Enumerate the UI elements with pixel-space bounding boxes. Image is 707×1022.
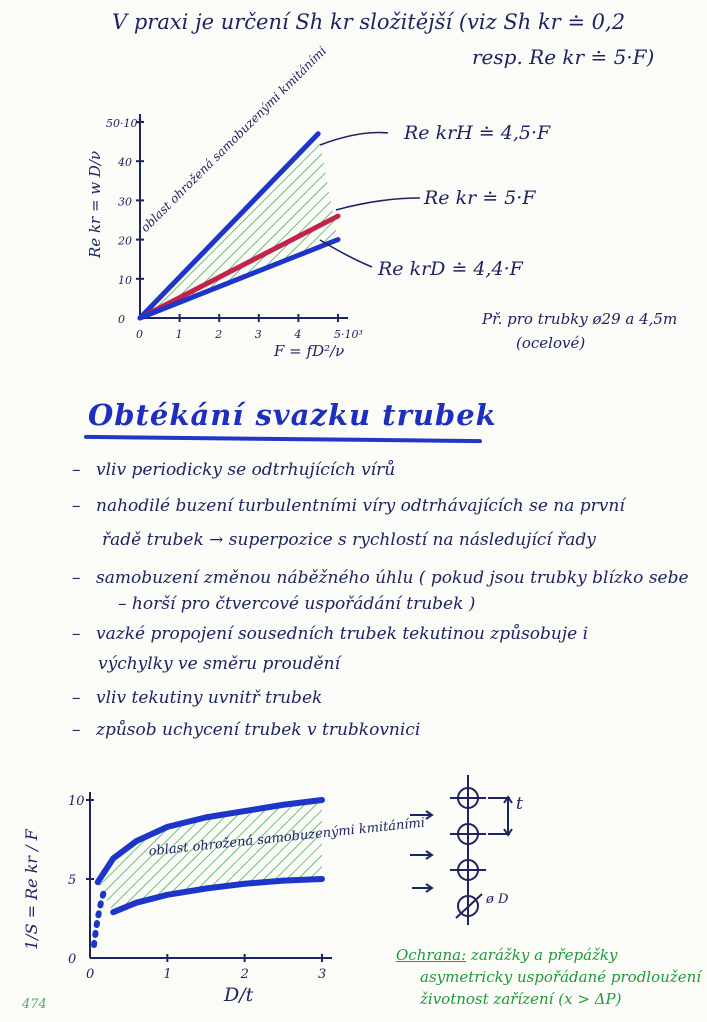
bullet-item: – vliv tekutiny uvnitř trubek	[72, 688, 323, 708]
bullet-item: – samobuzení změnou náběžného úhlu ( pokud jsou trubky blízko sebe	[72, 568, 689, 588]
header-note-line2: resp. Re kr ≐ 5·F)	[472, 45, 655, 69]
chart1-label-lower: Re krD ≐ 4,4·F	[378, 258, 523, 280]
protection-line3: životnost zařízení (x > ΔP)	[420, 990, 622, 1008]
chart2-x-label: D/t	[224, 984, 254, 1006]
y-tick-label: 40	[118, 156, 132, 170]
x-tick-label: 4	[294, 328, 302, 341]
leader-middle	[336, 198, 420, 210]
page-number: 474	[22, 997, 47, 1012]
y-tick-label: 20	[118, 234, 132, 248]
chart1-x-label: F = fD²/ν	[274, 342, 345, 360]
y-tick-label: 5	[68, 873, 77, 888]
x-tick-label: 2	[215, 328, 223, 341]
x-tick-label: 5·10³	[334, 328, 363, 341]
y-tick-label: 30	[118, 195, 132, 209]
chart1-example-note-material: (ocelové)	[516, 334, 586, 352]
x-tick-label: 3	[318, 967, 327, 982]
bullet-continuation: – horší pro čtvercové uspořádání trubek )	[118, 594, 476, 614]
x-tick-label: 2	[240, 967, 249, 982]
chart2-region-label: oblast ohrožená samobuzenými kmitáními	[147, 815, 426, 860]
protection-line2: asymetricky uspořádané prodloužení	[420, 968, 702, 986]
protection-line1: zarážky a přepážky	[470, 946, 618, 964]
y-tick-label: 10	[118, 273, 132, 287]
y-tick-label: 0	[118, 313, 125, 326]
section-title: Obtékání svazku trubek	[88, 398, 497, 432]
chart1-leader-lines	[320, 133, 420, 268]
chart1-label-upper: Re krH ≐ 4,5·F	[404, 122, 551, 144]
protection-title: Ochrana:	[396, 946, 467, 964]
x-tick-label: 1	[175, 328, 183, 341]
leader-upper	[320, 133, 388, 146]
leader-lower	[320, 240, 372, 267]
x-tick-label: 0	[136, 328, 143, 341]
y-tick-label: 50·10³	[106, 117, 142, 130]
pitch-label: t	[516, 794, 523, 814]
bullet-item: – způsob uchycení trubek v trubkovnici	[72, 720, 421, 740]
chart1-region-label: oblast ohrožená samobuzenými kmitáními	[138, 43, 330, 235]
protection-note	[396, 944, 701, 1010]
y-tick-label: 10	[68, 794, 85, 809]
bullet-continuation: výchylky ve směru proudění	[98, 654, 341, 674]
chart1-y-label: Re kr = w D/ν	[86, 150, 104, 258]
chart2-y-label: 1/S = Re kr / F	[22, 829, 41, 950]
header-note-line1: V praxi je určení Sh kr složitější (viz Sh kr ≐ 0,2	[112, 10, 626, 34]
bullet-continuation: řadě trubek → superpozice s rychlostí na následující řady	[102, 530, 596, 550]
x-tick-label: 3	[254, 328, 262, 341]
y-tick-label: 0	[68, 952, 77, 967]
bullet-item: – nahodilé buzení turbulentními víry odtrhávajících se na první	[72, 496, 625, 516]
x-tick-label: 1	[163, 967, 172, 982]
series-dotted-start	[94, 888, 105, 945]
bullet-item: – vazké propojení sousedních trubek tekutinou způsobuje i	[72, 624, 589, 644]
bullet-item: – vliv periodicky se odtrhujících vírů	[72, 460, 396, 480]
diameter-label: ø D	[486, 892, 509, 907]
chart1-example-note: Př. pro trubky ø29 a 4,5m	[482, 310, 678, 328]
x-tick-label: 0	[86, 967, 95, 982]
chart1-label-middle: Re kr ≐ 5·F	[424, 187, 536, 209]
